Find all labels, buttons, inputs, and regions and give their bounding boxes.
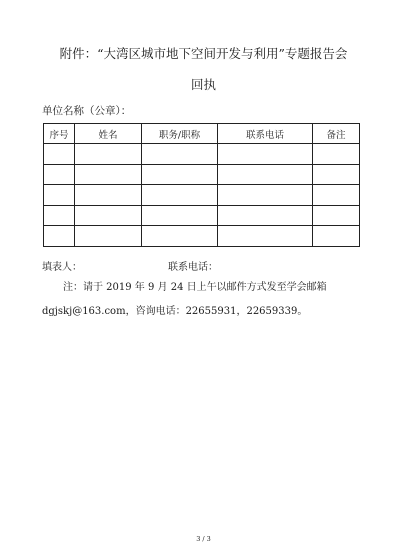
- table-cell[interactable]: [218, 144, 313, 165]
- table-cell[interactable]: [218, 185, 313, 206]
- registration-table: [43, 123, 360, 247]
- table-cell[interactable]: [75, 205, 142, 226]
- document-subtitle: 回执: [190, 77, 216, 92]
- table-row: [44, 144, 360, 165]
- table-cell[interactable]: [313, 144, 360, 165]
- table-cell[interactable]: [142, 164, 218, 185]
- table-header-row: [44, 124, 360, 144]
- table-row: [44, 185, 360, 206]
- note-line-1: 注：请于 2019 年 9 月 24 日上午以邮件方式发至学会邮箱: [63, 282, 327, 293]
- table-cell[interactable]: [142, 144, 218, 165]
- table-row: [44, 205, 360, 226]
- table-row: [44, 226, 360, 247]
- table-cell[interactable]: [218, 164, 313, 185]
- table-cell[interactable]: [44, 226, 75, 247]
- table-cell[interactable]: [44, 205, 75, 226]
- table-cell[interactable]: [75, 185, 142, 206]
- page-number: 3 / 3: [196, 535, 211, 543]
- table-cell[interactable]: [313, 185, 360, 206]
- table-cell[interactable]: [218, 226, 313, 247]
- header-name: 姓名: [75, 124, 142, 144]
- table-cell[interactable]: [142, 185, 218, 206]
- document-title: 附件：“大湾区城市地下空间开发与利用”专题报告会: [59, 46, 348, 61]
- table-cell[interactable]: [218, 205, 313, 226]
- table-cell[interactable]: [75, 144, 142, 165]
- filler-label: 填表人：: [42, 262, 82, 273]
- header-phone: 联系电话: [218, 124, 313, 144]
- table-cell[interactable]: [142, 226, 218, 247]
- contact-phone-label: 联系电话：: [168, 262, 218, 273]
- unit-name-label: 单位名称（公章）：: [42, 105, 132, 117]
- header-remarks: 备注: [313, 124, 360, 144]
- table-cell[interactable]: [142, 205, 218, 226]
- table-cell[interactable]: [75, 226, 142, 247]
- header-position: 职务/职称: [142, 124, 218, 144]
- header-index: 序号: [44, 124, 75, 144]
- note-line-2: dgjskj@163.com，咨询电话：22655931，22659339。: [42, 306, 308, 317]
- table-cell[interactable]: [44, 164, 75, 185]
- table-cell[interactable]: [75, 164, 142, 185]
- table-cell[interactable]: [313, 205, 360, 226]
- table-cell[interactable]: [313, 164, 360, 185]
- table-cell[interactable]: [313, 226, 360, 247]
- table-cell[interactable]: [44, 185, 75, 206]
- table-cell[interactable]: [44, 144, 75, 165]
- table-row: [44, 164, 360, 185]
